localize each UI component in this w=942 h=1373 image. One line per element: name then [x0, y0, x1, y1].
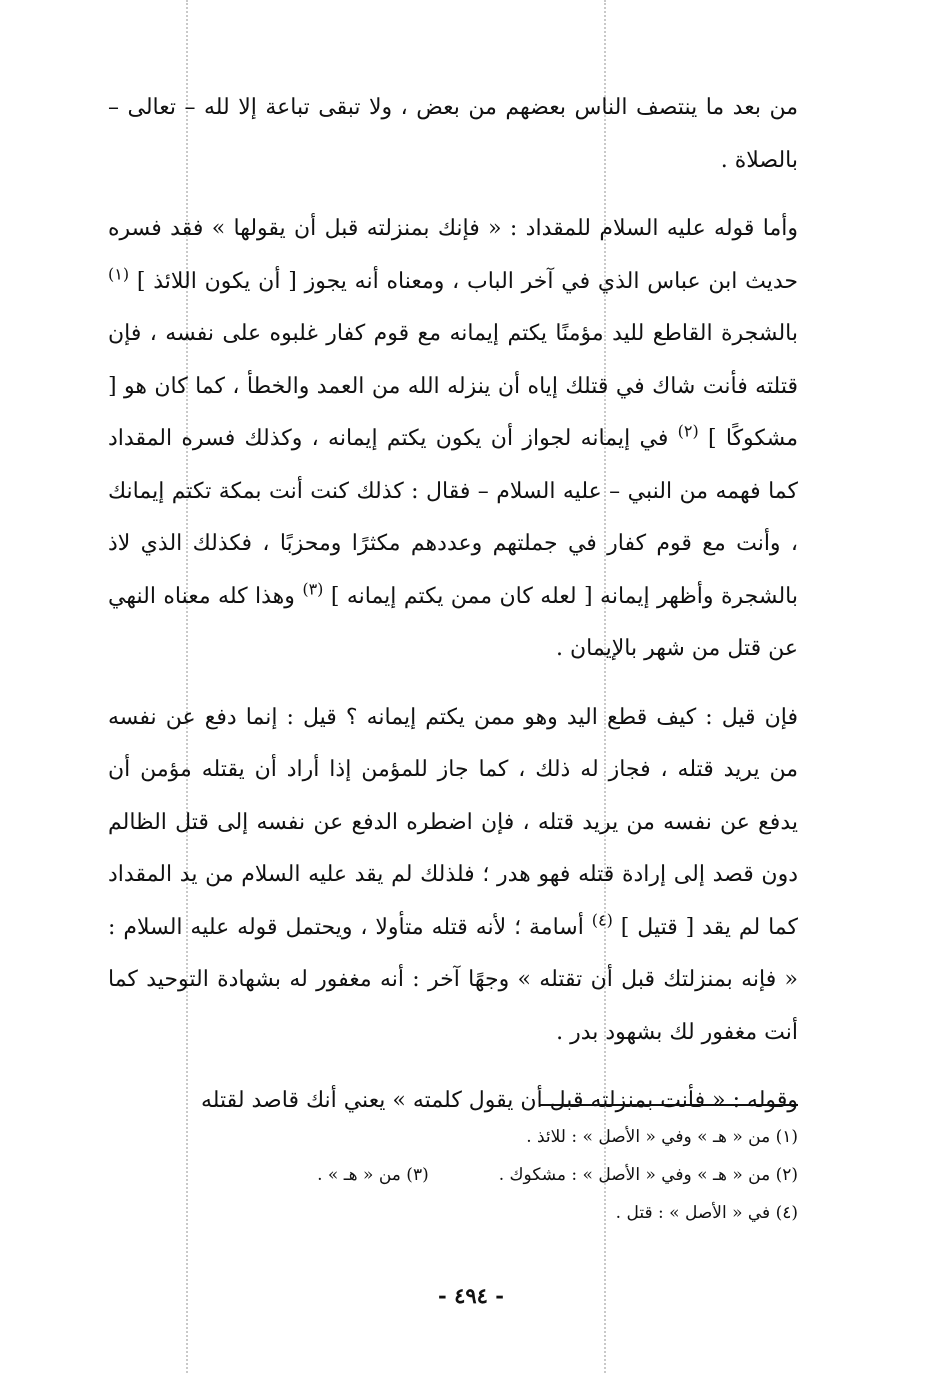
paragraph-2-part-2: بالشجرة القاطع لليد مؤمنًا يكتم إيمانه مع قوم كفار غلبوه على نفسه ، فإن قتلته فأنت شاك في قتلك إياه أن ينزله الله من العمد والخطأ ، كما كان هو [ مشكوكًا ]	[108, 321, 798, 451]
footnote-3: (٣) من « هـ » .	[317, 1165, 429, 1185]
footnote-ref-2: (٢)	[677, 421, 699, 441]
paragraph-2	[108, 203, 798, 676]
footnote-row-2-3	[108, 1156, 798, 1194]
footnote-1: (١) من « هـ » وفي « الأصل » : للائذ .	[526, 1127, 798, 1147]
footnote-separator	[540, 1104, 798, 1106]
paragraph-3-part-2: أسامة ؛ لأنه قتله متأولا ، ويحتمل قوله عليه السلام : « فإنه بمنزلتك قبل أن تقتله » وجهًا آخر : أنه مغفور له بشهادة التوحيد كما أنت مغفور لك بشهود بدر .	[108, 914, 798, 1045]
footnote-ref-1: (١)	[108, 264, 130, 284]
paragraph-4: وقوله : « فأنت بمنزلته قبل أن يقول كلمته » يعني أنك قاصد لقتله	[200, 1088, 798, 1113]
paragraph-3	[108, 692, 798, 1060]
footnote-2: (٢) من « هـ » وفي « الأصل » : مشكوك .	[498, 1165, 798, 1185]
main-text	[108, 82, 798, 1128]
paragraph-2-part-1: وأما قوله عليه السلام للمقداد : « فإنك بمنزلته قبل أن يقولها » فقد فسره حديث ابن عباس الذي في آخر الباب ، ومعناه أنه يجوز [ أن يكون اللائذ ]	[108, 216, 798, 294]
page-number: - ٤٩٤ -	[438, 1283, 504, 1308]
footnotes	[108, 1118, 798, 1232]
paragraph-3-part-1: فإن قيل : كيف قطع اليد وهو ممن يكتم إيمانه ؟ قيل : إنما دفع عن نفسه من يريد قتله ، فجاز له ذلك ، كما جاز للمؤمن إذا أراد أن يقتله مؤمن أن يدفع عن نفسه من يريد قتله ، فإن اضطره الدفع عن نفسه إلى قتل الظالم دون قصد إلى إرادة قتله فهو هدر ؛ فلذلك لم يقد عليه السلام من يد المقداد كما لم يقد [ قتيل ]	[108, 704, 799, 940]
footnote-ref-3: (٣)	[302, 579, 324, 599]
footnote-ref-4: (٤)	[591, 910, 613, 930]
footnote-4: (٤) في « الأصل » : قتل .	[615, 1203, 798, 1223]
paragraph-2-part-4: وهذا كله معناه النهي عن قتل من شهر بالإيمان .	[108, 583, 798, 661]
paragraph-2-part-3: في إيمانه لجواز أن يكون يكتم إيمانه ، وكذلك فسره المقداد كما فهمه من النبي – عليه السلام – فقال : كذلك كنت أنت بمكة تكتم إيمانك ، وأنت مع قوم كفار في جملتهم وعددهم مكثرًا ومحزبًا ، فكذلك الذي لاذ بالشجرة وأظهر إيمانه [ لعله كان ممن يكتم إيمانه ]	[108, 426, 798, 609]
paragraph-1: من بعد ما ينتصف الناس بعضهم من بعض ، ولا تبقى تباعة إلا لله – تعالى – بالصلاة .	[108, 95, 798, 173]
